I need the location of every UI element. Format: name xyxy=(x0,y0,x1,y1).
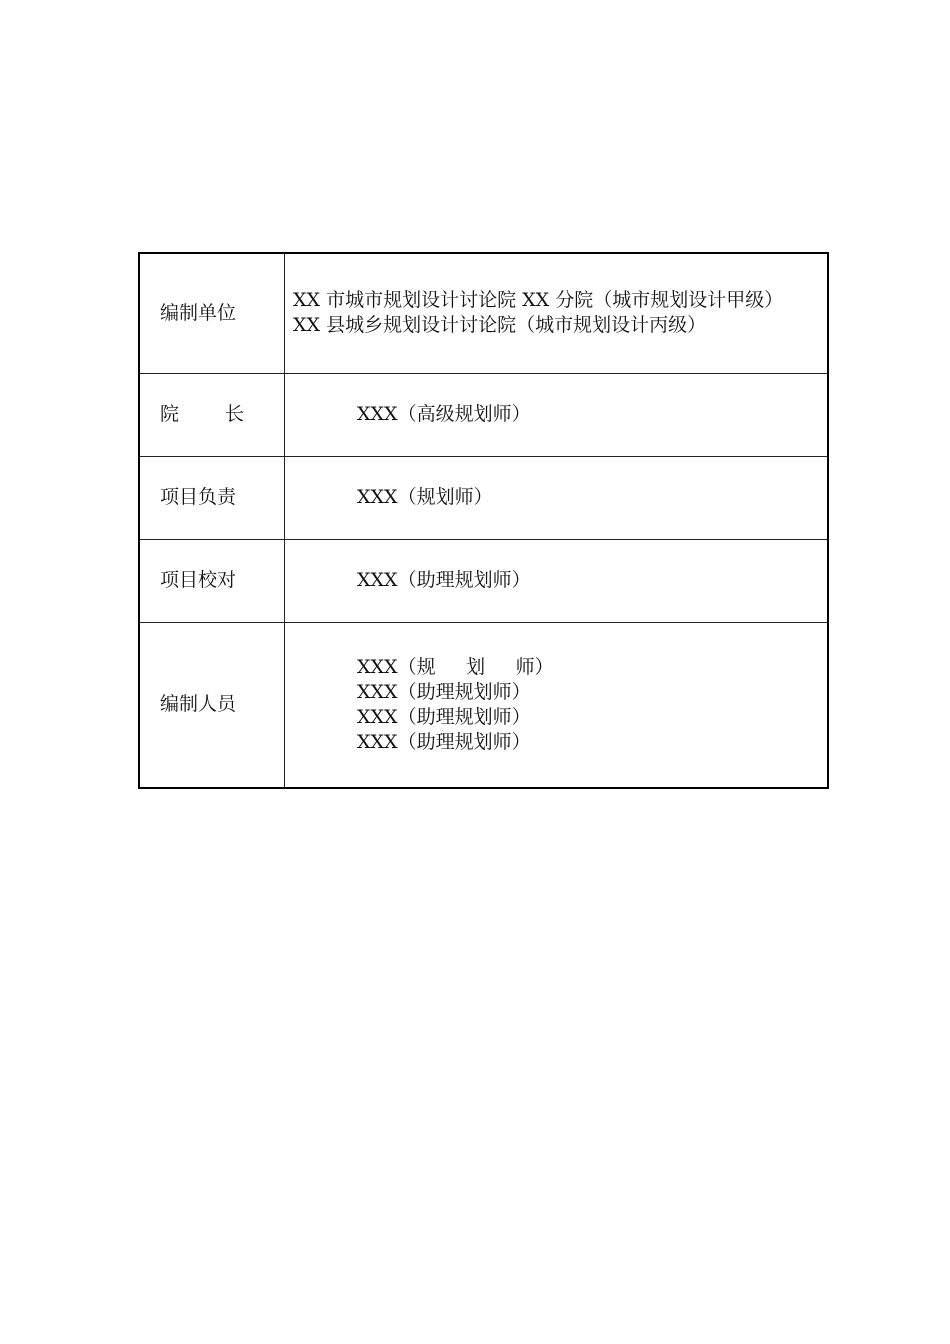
table-row xyxy=(139,622,828,788)
row-label-char: 院 xyxy=(160,403,180,425)
person-entry xyxy=(357,655,827,680)
table-row xyxy=(139,373,828,456)
title-char: 师 xyxy=(515,655,535,678)
table-row xyxy=(139,253,828,373)
label-cell-director xyxy=(139,373,285,456)
person-entry: XXX（高级规划师） xyxy=(357,403,531,425)
person-entry: XXX（规划师） xyxy=(357,486,493,508)
table-row xyxy=(139,456,828,539)
person-entry: XXX（助理规划师） xyxy=(357,680,531,703)
value-cell-staff xyxy=(285,622,829,788)
person-entry: XXX（助理规划师） xyxy=(357,730,531,753)
row-label-char: 长 xyxy=(224,403,244,425)
row-label xyxy=(160,402,244,427)
label-cell-staff xyxy=(139,622,285,788)
row-label: 编制单位 xyxy=(160,301,237,324)
label-cell-compiling-unit xyxy=(139,253,285,373)
person-name: XXX（ xyxy=(357,655,417,678)
value-cell-director xyxy=(285,373,829,456)
value-cell-proofreader xyxy=(285,539,829,622)
title-char: 规 xyxy=(416,655,436,678)
person-title xyxy=(417,655,535,680)
value-cell-compiling-unit xyxy=(285,253,829,373)
unit-name-line: XX 市城市规划设计讨论院 XX 分院（城市规划设计甲级） xyxy=(293,289,784,312)
credits-table xyxy=(138,252,829,789)
row-label: 项目负责 xyxy=(160,486,237,508)
table-row xyxy=(139,539,828,622)
label-cell-project-lead xyxy=(139,456,285,539)
title-char: 划 xyxy=(466,655,486,678)
person-entry: XXX（助理规划师） xyxy=(357,705,531,728)
value-cell-project-lead xyxy=(285,456,829,539)
row-label: 项目校对 xyxy=(160,569,237,591)
unit-name-line: XX 县城乡规划设计讨论院（城市规划设计丙级） xyxy=(293,314,707,337)
person-close-paren: ） xyxy=(534,655,554,678)
person-entry: XXX（助理规划师） xyxy=(357,569,531,591)
row-label: 编制人员 xyxy=(160,693,237,716)
label-cell-proofreader xyxy=(139,539,285,622)
